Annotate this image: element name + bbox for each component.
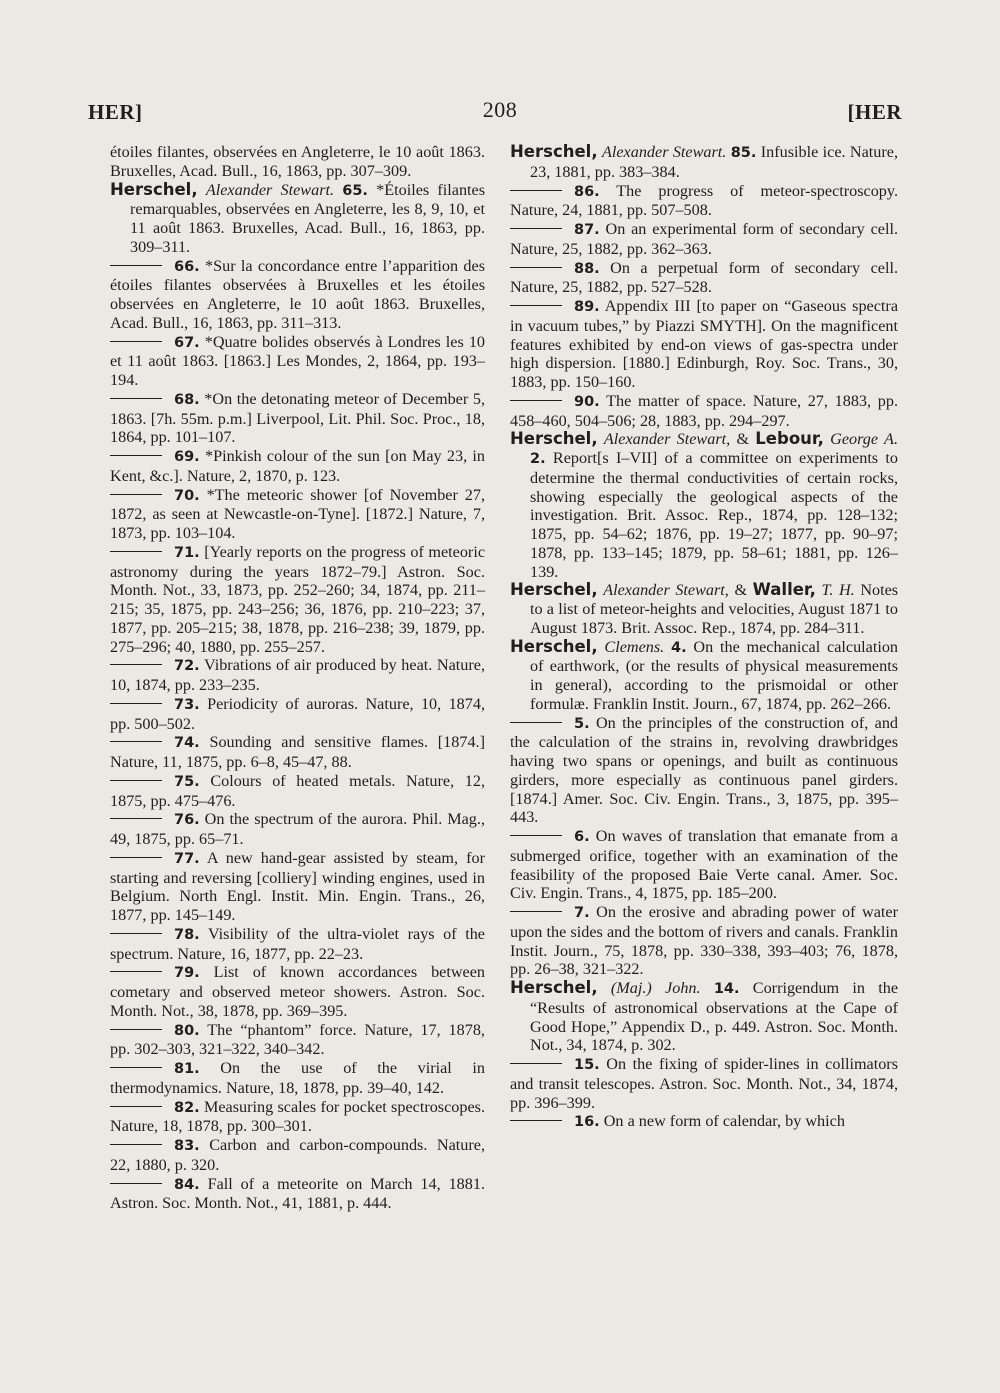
author-surname: Herschel,	[510, 429, 598, 449]
ditto-dash	[510, 1063, 562, 1064]
entry-text: Periodicity of auroras. Nature, 10, 1874, pp. 500–502.	[110, 694, 486, 733]
ditto-dash	[110, 780, 162, 781]
bibliography-entry	[110, 257, 485, 333]
entry-number: 76.	[174, 812, 200, 829]
author-given-name: Alexander Stewart.	[205, 180, 335, 199]
ditto-dash	[110, 1183, 162, 1184]
author-given-name: Alexander Stewart,	[603, 430, 731, 449]
entry-number: 70.	[174, 487, 200, 504]
bibliography-entry	[510, 259, 898, 298]
ditto-dash	[110, 551, 162, 552]
entry-number: 14.	[713, 981, 740, 997]
bibliography-entry	[110, 772, 485, 811]
coauthor-surname: Lebour,	[755, 429, 824, 449]
bibliography-entry	[110, 1136, 485, 1175]
bibliography-entry	[110, 656, 485, 695]
entry-number: 71.	[174, 544, 200, 561]
ditto-dash	[110, 1067, 162, 1068]
entry-text: Vibrations of air produced by heat. Nature, 10, 1874, pp. 233–235.	[110, 656, 485, 694]
entry-text: *On the detonating meteor of December 5, 1863. [7h. 55m. p.m.] Liverpool, Lit. Phil. Soc. Proc., 18, 1864, pp. 101–107.	[110, 389, 485, 447]
entry-number: 16.	[574, 1114, 600, 1131]
bibliography-entry	[110, 1175, 485, 1214]
ditto-dash	[110, 398, 162, 399]
entry-text: Carbon and carbon-compounds. Nature, 22, 1880, p. 320.	[110, 1136, 486, 1174]
bibliography-entry	[110, 733, 485, 772]
entry-text: Infusible ice. Nature, 23, 1881, pp. 383–384.	[530, 143, 899, 181]
author-given-name: Alexander Stewart.	[601, 143, 727, 161]
author-surname: Herschel,	[510, 636, 598, 656]
right-column	[510, 143, 898, 1132]
entry-number: 2.	[530, 451, 546, 467]
bibliography-entry	[110, 333, 485, 390]
entry-text: The “phantom” force. Nature, 17, 1878, pp. 302–303, 321–322, 340–342.	[110, 1020, 485, 1059]
coauthor-given-name: T. H.	[821, 581, 855, 600]
entry-number: 73.	[174, 696, 200, 713]
entry-number: 5.	[574, 715, 590, 732]
entry-text: On the principles of the construction of, and the calculation of the strains in, revolving drawbridges having two spans or openings, and built as continuous girders, more especially as continuous panel girders. [1874.] Amer. Soc. Civ. Engin. Trans., 3, 1875, pp. 395–443.	[510, 713, 899, 827]
entry-number: 69.	[174, 449, 200, 465]
entry-number: 86.	[574, 183, 600, 200]
entry-text: *The meteoric shower [of November 27, 1872, as seen at Newcastle-on-Tyne]. [1872.] Nature, 7, 1873, pp. 103–104.	[110, 485, 485, 542]
bibliography-entry	[110, 925, 485, 964]
bibliography-entry	[110, 447, 485, 486]
entry-text: *Étoiles filantes remarquables, observées en Angleterre, les 8, 9, 10, et 11 août 1863. Bruxelles, Acad. Bull., 16, 1863, pp. 309–311.	[130, 180, 486, 256]
ditto-dash	[510, 400, 562, 401]
ditto-dash	[110, 818, 162, 819]
ampersand: &	[734, 581, 748, 600]
ditto-dash	[110, 857, 162, 858]
bibliography-entry	[510, 581, 898, 637]
entry-number: 75.	[174, 773, 200, 790]
bibliography-entry	[510, 143, 898, 182]
entry-number: 79.	[174, 965, 200, 982]
bibliography-entry	[510, 714, 898, 828]
entry-text: Fall of a meteorite on March 14, 1881. Astron. Soc. Month. Not., 41, 1881, p. 444.	[110, 1174, 485, 1213]
ditto-dash	[510, 190, 562, 191]
ditto-dash	[510, 1120, 562, 1121]
bibliography-entry	[110, 390, 485, 447]
entry-text: On a perpetual form of secondary cell. Nature, 25, 1882, pp. 527–528.	[510, 258, 899, 297]
coauthor-surname: Waller,	[752, 580, 816, 600]
entry-text: On the mechanical calculation of earthwork, (or the results of physical measurements in general), according to the prismoidal or other formulæ. Franklin Instit. Journ., 67, 1874, pp. 262–266.	[530, 637, 899, 713]
running-head-left: HER]	[88, 100, 143, 124]
entry-number: 68.	[174, 391, 200, 408]
entry-number: 72.	[174, 658, 200, 675]
entry-text: On the spectrum of the aurora. Phil. Mag., 49, 1875, pp. 65–71.	[110, 810, 485, 848]
bibliography-entry	[110, 1059, 485, 1098]
entry-text: The progress of meteor-spectroscopy. Nature, 24, 1881, pp. 507–508.	[510, 181, 898, 220]
author-surname: Herschel,	[510, 142, 598, 161]
bibliography-entry	[110, 963, 485, 1020]
entry-number: 83.	[174, 1138, 200, 1154]
entry-number: 15.	[574, 1057, 600, 1073]
ditto-dash	[510, 228, 562, 229]
entry-number: 6.	[574, 829, 590, 845]
entry-number: 88.	[574, 260, 600, 277]
entry-text: A new hand-gear assisted by steam, for starting and reversing [colliery] winding engines, used in Belgium. North Engl. Instit. Min. Engin. Trans., 26, 1877, pp. 145–149.	[110, 848, 486, 924]
coauthor-given-name: George A.	[830, 430, 898, 449]
ditto-dash	[110, 455, 162, 456]
bibliography-entry	[510, 220, 898, 259]
bibliography-entry	[510, 979, 898, 1055]
bibliography-entry	[510, 430, 898, 581]
entry-text: Colours of heated metals. Nature, 12, 1875, pp. 475–476.	[110, 771, 485, 810]
ditto-dash	[110, 341, 162, 342]
entry-number: 87.	[574, 222, 600, 238]
entry-text: On a new form of calendar, by which	[603, 1112, 845, 1131]
entry-text: *Sur la concordance entre l’apparition des étoiles filantes observées à Bruxelles et les étoiles observées en Angleterre, le 10 août 1863. Bruxelles, Acad. Bull., 16, 1863, pp. 311–313.	[110, 256, 486, 332]
entry-number: 89.	[574, 299, 600, 315]
entry-number: 78.	[174, 926, 200, 943]
bibliography-entry	[110, 1021, 485, 1060]
bibliography-entry	[510, 903, 898, 979]
author-given-name: (Maj.) John.	[610, 979, 701, 997]
bibliography-entry	[110, 486, 485, 543]
entry-text: *Quatre bolides observés à Londres les 10 et 11 août 1863. [1863.] Les Mondes, 2, 1864, pp. 193–194.	[110, 332, 486, 389]
entry-number: 82.	[174, 1099, 200, 1116]
entry-text: List of known accordances between cometary and observed meteor showers. Astron. Soc. Month. Not., 38, 1878, pp. 369–395.	[110, 963, 486, 1020]
entry-text: Corrigendum in the “Results of astronomical observations at the Cape of Good Hope,” Appendix D., p. 449. Astron. Soc. Month. Not., 34, 1874, p. 302.	[530, 979, 898, 1055]
bibliography-entry	[510, 182, 898, 221]
ditto-dash	[110, 741, 162, 742]
entry-text: Measuring scales for pocket spectroscopes. Nature, 18, 1878, pp. 300–301.	[110, 1097, 485, 1136]
entry-number: 65.	[342, 182, 368, 199]
ditto-dash	[510, 722, 562, 723]
bibliography-entry	[510, 392, 898, 431]
ditto-dash	[510, 911, 562, 912]
author-surname: Herschel,	[110, 179, 198, 199]
ditto-dash	[110, 1029, 162, 1030]
entry-number: 81.	[174, 1061, 200, 1077]
ditto-dash	[110, 1106, 162, 1107]
entry-number: 67.	[174, 334, 200, 351]
bibliography-entry	[510, 297, 898, 392]
entry-number: 84.	[174, 1176, 200, 1193]
entry-text: étoiles filantes, observées en Angleterre, le 10 août 1863. Bruxelles, Acad. Bull., 16, 1863, pp. 307–309.	[110, 143, 485, 180]
entry-number: 66.	[174, 258, 200, 275]
entry-text: On the use of the virial in thermodynamics. Nature, 18, 1878, pp. 39–40, 142.	[110, 1059, 485, 1097]
entry-text: Visibility of the ultra-violet rays of the spectrum. Nature, 16, 1877, pp. 22–23.	[110, 924, 485, 963]
bibliography-entry	[110, 810, 485, 849]
entry-text: *Pinkish colour of the sun [on May 23, in Kent, &c.]. Nature, 2, 1870, p. 123.	[110, 447, 485, 485]
entry-text: Notes to a list of meteor-heights and velocities, August 1871 to August 1873. Brit. Assoc. Rep., 1874, pp. 284–311.	[530, 581, 899, 637]
entry-number: 85.	[730, 145, 757, 161]
bibliography-entry	[110, 143, 485, 181]
bibliography-entry	[510, 827, 898, 903]
ditto-dash	[510, 267, 562, 268]
bibliography-entry	[110, 695, 485, 734]
bibliography-entry	[510, 638, 898, 714]
left-column	[110, 143, 485, 1213]
ditto-dash	[110, 703, 162, 704]
ditto-dash	[110, 933, 162, 934]
entry-number: 74.	[174, 735, 200, 752]
entry-text: The matter of space. Nature, 27, 1883, pp. 458–460, 504–506; 28, 1883, pp. 294–297.	[510, 391, 898, 430]
ditto-dash	[110, 664, 162, 665]
running-head-right: [HER	[847, 100, 902, 124]
bibliography-entry	[110, 1098, 485, 1137]
bibliography-entry	[510, 1055, 898, 1112]
ditto-dash	[510, 305, 562, 306]
ditto-dash	[110, 971, 162, 972]
ditto-dash	[110, 494, 162, 495]
bibliography-entry	[510, 1112, 898, 1132]
entry-text: On waves of translation that emanate from a submerged orifice, together with an examination of the feasibility of the proposed Baie Verte canal. Amer. Soc. Civ. Engin. Trans., 4, 1875, pp. 185–200.	[510, 827, 898, 903]
ampersand: &	[736, 430, 750, 449]
entry-text: On the erosive and abrading power of water upon the sides and the bottom of rivers and canals. Franklin Instit. Journ., 75, 1878, pp. 330–338, 393–403; 76, 1878, pp. 26–38, 321–322.	[510, 903, 898, 979]
entry-text: [Yearly reports on the progress of meteoric astronomy during the years 1872–79.] Astron. Soc. Month. Not., 33, 1873, pp. 252–260; 34, 1874, pp. 211–215; 35, 1875, pp. 243–256; 36, 1876, pp. 210–223; 37, 1877, pp. 205–215; 38, 1878, pp. 216–238; 39, 1879, pp. 275–296; 40, 1880, pp. 255–257.	[110, 542, 486, 656]
author-surname: Herschel,	[510, 580, 598, 600]
entry-text: Sounding and sensitive flames. [1874.] Nature, 11, 1875, pp. 6–8, 45–47, 88.	[110, 733, 485, 771]
entry-text: Report[s I–VII] of a committee on experiments to determine the thermal conductivities of certain rocks, showing especially the geological aspects of the investigation. Brit. Assoc. Rep., 1874, pp. 128–132; 1875, pp. 54–62; 1876, pp. 19–27; 1877, pp. 90–97; 1878, pp. 133–145; 1879, pp. 58–61; 1881, pp. 126–139.	[530, 449, 899, 581]
ditto-dash	[110, 1144, 162, 1145]
bibliography-entry	[110, 849, 485, 925]
entry-text: On an experimental form of secondary cell. Nature, 25, 1882, pp. 362–363.	[510, 220, 898, 258]
author-given-name: Clemens.	[604, 637, 665, 656]
entry-number: 77.	[174, 850, 200, 867]
entry-number: 7.	[574, 905, 590, 921]
page-number: 208	[482, 97, 518, 122]
ditto-dash	[510, 835, 562, 836]
entry-text: Appendix III [to paper on “Gaseous spectra in vacuum tubes,” by Piazzi SMYTH]. On the magnificent features exhibited by end-on views of gas-spectra under high dispersion. [1880.] Edinburgh, Roy. Soc. Trans., 30, 1883, pp. 150–160.	[510, 297, 899, 391]
author-given-name: Alexander Stewart,	[603, 581, 729, 600]
author-surname: Herschel,	[510, 978, 598, 997]
entry-number: 80.	[174, 1022, 200, 1039]
ditto-dash	[110, 265, 162, 266]
bibliography-entry	[110, 543, 485, 657]
bibliography-entry	[110, 181, 485, 257]
entry-number: 4.	[671, 639, 687, 656]
entry-text: On the fixing of spider-lines in collimators and transit telescopes. Astron. Soc. Month. Not., 34, 1874, pp. 396–399.	[510, 1055, 898, 1112]
entry-number: 90.	[574, 393, 600, 410]
